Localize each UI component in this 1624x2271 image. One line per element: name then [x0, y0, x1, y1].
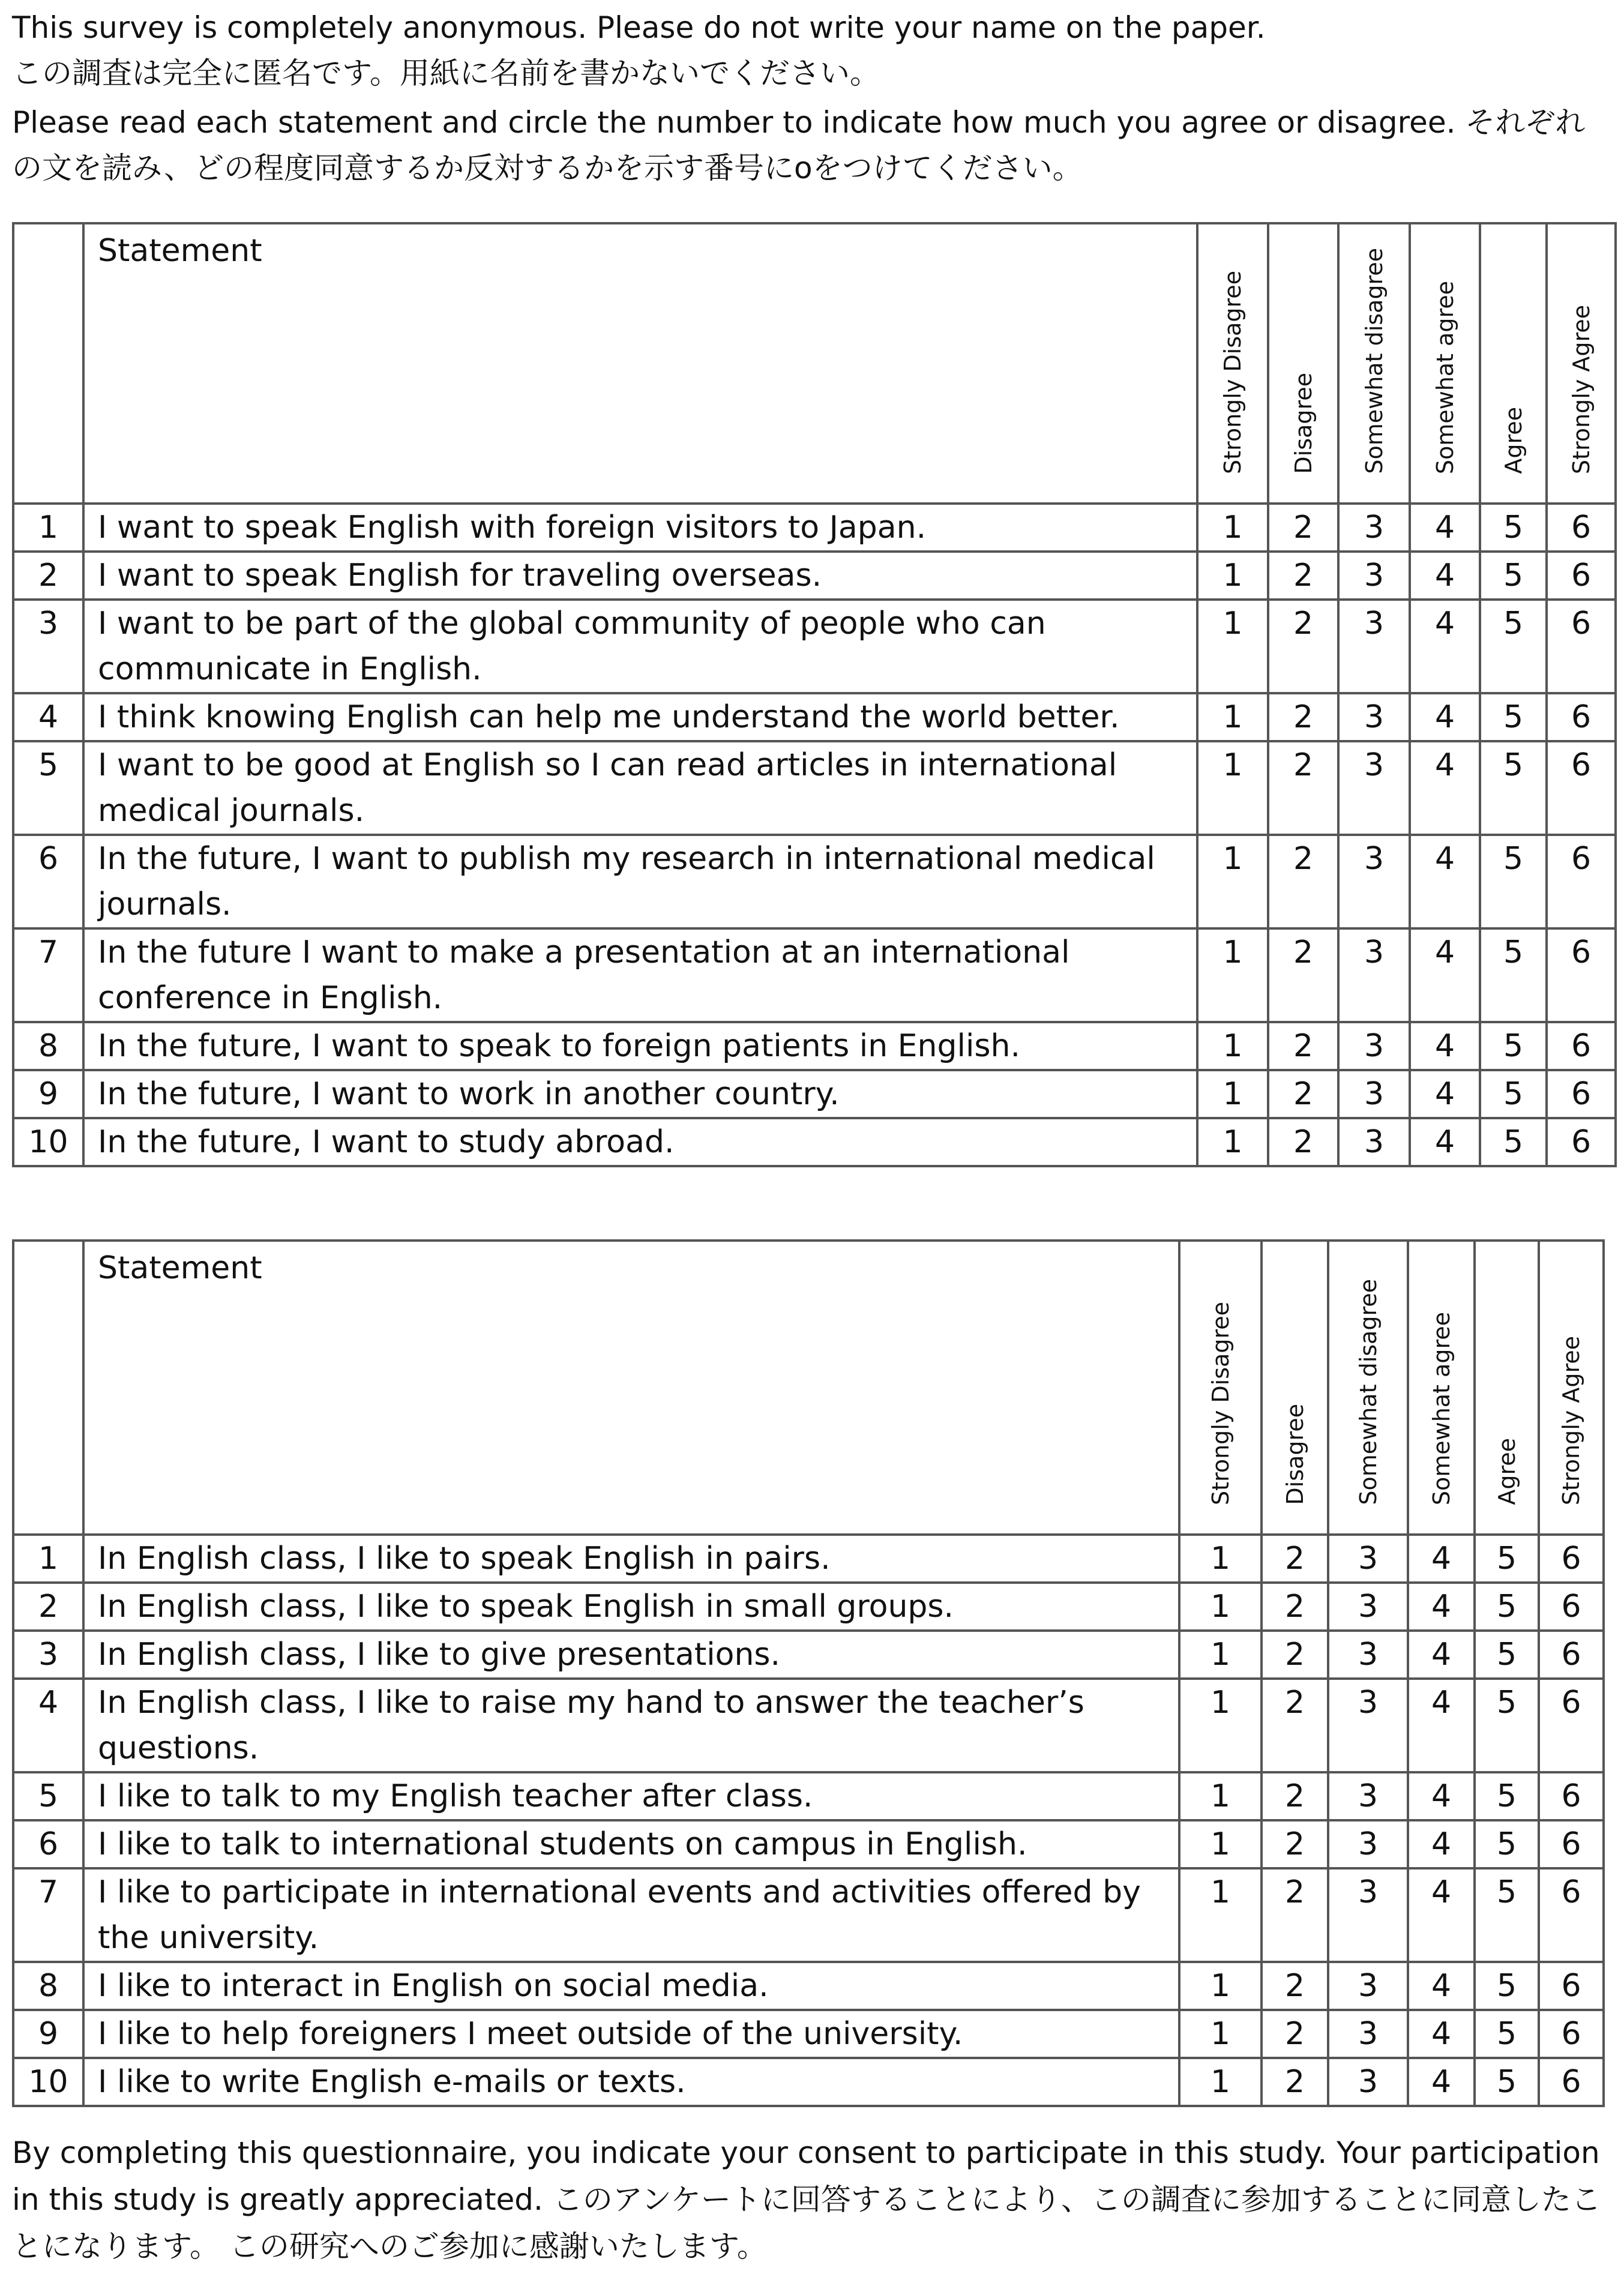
table-row — [13, 600, 1616, 693]
table-row — [13, 1631, 1604, 1679]
rating-option-4[interactable]: 4 — [1410, 1118, 1480, 1166]
statement-text: In the future, I want to speak to foreign patients in English. — [83, 1022, 1197, 1070]
rating-option-5[interactable]: 5 — [1475, 1820, 1539, 1868]
table-row — [13, 552, 1616, 600]
statement-text: In English class, I like to speak English in pairs. — [83, 1535, 1179, 1583]
rating-option-3[interactable]: 3 — [1338, 600, 1410, 693]
table-row — [13, 1583, 1604, 1631]
rating-option-2[interactable]: 2 — [1268, 1070, 1338, 1118]
row-number: 1 — [13, 1535, 83, 1583]
statement-text: I like to talk to international students on campus in English. — [83, 1820, 1179, 1868]
rating-option-3[interactable]: 3 — [1328, 1631, 1408, 1679]
rating-option-2[interactable]: 2 — [1262, 1583, 1328, 1631]
row-number: 2 — [13, 1583, 83, 1631]
rating-option-2[interactable]: 2 — [1262, 1868, 1328, 1962]
rating-option-3[interactable]: 3 — [1338, 1070, 1410, 1118]
rating-option-1[interactable]: 1 — [1179, 2058, 1262, 2106]
statement-text: In English class, I like to raise my hand to answer the teacher’s questions. — [83, 1679, 1179, 1772]
instructions — [12, 100, 1608, 191]
scale-header-agree: Agree — [1475, 1241, 1539, 1535]
intro — [12, 5, 1608, 191]
rating-option-6[interactable]: 6 — [1547, 1070, 1616, 1118]
rating-option-2[interactable]: 2 — [1268, 928, 1338, 1022]
rating-option-3[interactable]: 3 — [1338, 504, 1410, 552]
rating-option-4[interactable]: 4 — [1410, 504, 1480, 552]
table-row — [13, 1118, 1616, 1166]
rating-option-4[interactable]: 4 — [1410, 552, 1480, 600]
rating-option-3[interactable]: 3 — [1328, 1583, 1408, 1631]
survey-table-1 — [12, 222, 1617, 1167]
number-column-header — [13, 1241, 83, 1535]
rating-option-1[interactable]: 1 — [1197, 928, 1268, 1022]
row-number: 8 — [13, 1962, 83, 2010]
rating-option-6[interactable]: 6 — [1539, 1820, 1604, 1868]
rating-option-4[interactable]: 4 — [1408, 1820, 1475, 1868]
rating-option-1[interactable]: 1 — [1179, 1962, 1262, 2010]
thanks-ja: この研究へのご参加に感謝いたします。 — [229, 2229, 767, 2264]
rating-option-2[interactable]: 2 — [1268, 600, 1338, 693]
scale-header-agree: Agree — [1480, 223, 1547, 504]
rating-option-1[interactable]: 1 — [1179, 1535, 1262, 1583]
rating-option-5[interactable]: 5 — [1480, 928, 1547, 1022]
rating-option-6[interactable]: 6 — [1547, 835, 1616, 928]
scale-header-somewhat-disagree: Somewhat disagree — [1328, 1241, 1408, 1535]
rating-option-1[interactable]: 1 — [1197, 1022, 1268, 1070]
rating-option-1[interactable]: 1 — [1197, 504, 1268, 552]
row-number: 6 — [13, 1820, 83, 1868]
rating-option-4[interactable]: 4 — [1410, 1070, 1480, 1118]
table-row — [13, 1535, 1604, 1583]
statement-column-header: Statement — [83, 1241, 1179, 1535]
rating-option-2[interactable]: 2 — [1262, 1772, 1328, 1820]
rating-option-4[interactable]: 4 — [1410, 600, 1480, 693]
rating-option-2[interactable]: 2 — [1262, 1820, 1328, 1868]
rating-option-5[interactable]: 5 — [1480, 741, 1547, 835]
row-number: 6 — [13, 835, 83, 928]
rating-option-5[interactable]: 5 — [1480, 693, 1547, 741]
rating-option-5[interactable]: 5 — [1475, 1962, 1539, 2010]
row-number: 7 — [13, 928, 83, 1022]
rating-option-3[interactable]: 3 — [1328, 2058, 1408, 2106]
rating-option-5[interactable]: 5 — [1480, 1118, 1547, 1166]
rating-option-2[interactable]: 2 — [1268, 693, 1338, 741]
number-column-header — [13, 223, 83, 504]
survey-table-2 — [12, 1239, 1605, 2107]
instructions-en: Please read each statement and circle the number to indicate how much you agree or disagree. — [12, 105, 1456, 140]
rating-option-5[interactable]: 5 — [1480, 1022, 1547, 1070]
rating-option-5[interactable]: 5 — [1475, 1772, 1539, 1820]
table-row — [13, 693, 1616, 741]
rating-option-1[interactable]: 1 — [1197, 693, 1268, 741]
statement-text: In the future, I want to publish my research in international medical journals. — [83, 835, 1197, 928]
table-row — [13, 1772, 1604, 1820]
rating-option-4[interactable]: 4 — [1408, 1583, 1475, 1631]
row-number: 9 — [13, 1070, 83, 1118]
row-number: 2 — [13, 552, 83, 600]
statement-text: In English class, I like to speak English in small groups. — [83, 1583, 1179, 1631]
statement-text: I want to speak English with foreign visitors to Japan. — [83, 504, 1197, 552]
statement-text: In the future, I want to study abroad. — [83, 1118, 1197, 1166]
rating-option-2[interactable]: 2 — [1262, 1679, 1328, 1772]
rating-option-6[interactable]: 6 — [1547, 693, 1616, 741]
row-number: 8 — [13, 1022, 83, 1070]
rating-option-5[interactable]: 5 — [1475, 1535, 1539, 1583]
scale-header-somewhat-disagree: Somewhat disagree — [1338, 223, 1410, 504]
table-row — [13, 928, 1616, 1022]
rating-option-4[interactable]: 4 — [1408, 2010, 1475, 2058]
rating-option-3[interactable]: 3 — [1328, 1820, 1408, 1868]
rating-option-4[interactable]: 4 — [1410, 928, 1480, 1022]
rating-option-3[interactable]: 3 — [1328, 1868, 1408, 1962]
table-row — [13, 1679, 1604, 1772]
row-number: 5 — [13, 741, 83, 835]
rating-option-3[interactable]: 3 — [1328, 1535, 1408, 1583]
rating-option-2[interactable]: 2 — [1268, 504, 1338, 552]
rating-option-2[interactable]: 2 — [1262, 2058, 1328, 2106]
rating-option-2[interactable]: 2 — [1268, 741, 1338, 835]
statement-text: I like to help foreigners I meet outside of the university. — [83, 2010, 1179, 2058]
rating-option-5[interactable]: 5 — [1475, 2058, 1539, 2106]
rating-option-1[interactable]: 1 — [1179, 1820, 1262, 1868]
statement-text: I want to speak English for traveling overseas. — [83, 552, 1197, 600]
row-number: 4 — [13, 1679, 83, 1772]
statement-text: In the future I want to make a presentation at an international conference in English. — [83, 928, 1197, 1022]
table-row — [13, 1868, 1604, 1962]
row-number: 9 — [13, 2010, 83, 2058]
rating-option-4[interactable]: 4 — [1408, 2058, 1475, 2106]
statement-text: I like to interact in English on social media. — [83, 1962, 1179, 2010]
anonymity-note-en: This survey is completely anonymous. Please do not write your name on the paper. — [12, 10, 1266, 45]
rating-option-2[interactable]: 2 — [1268, 1022, 1338, 1070]
scale-header-disagree: Disagree — [1268, 223, 1338, 504]
rating-option-3[interactable]: 3 — [1338, 928, 1410, 1022]
rating-option-6[interactable]: 6 — [1547, 741, 1616, 835]
rating-option-5[interactable]: 5 — [1480, 835, 1547, 928]
rating-option-5[interactable]: 5 — [1480, 504, 1547, 552]
rating-option-3[interactable]: 3 — [1338, 552, 1410, 600]
rating-option-2[interactable]: 2 — [1262, 2010, 1328, 2058]
rating-option-4[interactable]: 4 — [1410, 693, 1480, 741]
rating-option-3[interactable]: 3 — [1328, 1679, 1408, 1772]
rating-option-3[interactable]: 3 — [1328, 1962, 1408, 2010]
table-header-row — [13, 223, 1616, 504]
rating-option-3[interactable]: 3 — [1338, 1022, 1410, 1070]
rating-option-4[interactable]: 4 — [1408, 1868, 1475, 1962]
rating-option-6[interactable]: 6 — [1547, 1022, 1616, 1070]
rating-option-6[interactable]: 6 — [1539, 1772, 1604, 1820]
rating-option-5[interactable]: 5 — [1475, 1868, 1539, 1962]
rating-option-6[interactable]: 6 — [1539, 1583, 1604, 1631]
table-row — [13, 2010, 1604, 2058]
row-number: 7 — [13, 1868, 83, 1962]
rating-option-1[interactable]: 1 — [1197, 1118, 1268, 1166]
rating-option-1[interactable]: 1 — [1197, 835, 1268, 928]
statement-text: I like to talk to my English teacher after class. — [83, 1772, 1179, 1820]
table-row — [13, 1022, 1616, 1070]
table-row — [13, 835, 1616, 928]
statement-text: I think knowing English can help me understand the world better. — [83, 693, 1197, 741]
rating-option-1[interactable]: 1 — [1197, 600, 1268, 693]
rating-option-4[interactable]: 4 — [1410, 835, 1480, 928]
rating-option-6[interactable]: 6 — [1539, 1535, 1604, 1583]
rating-option-5[interactable]: 5 — [1480, 552, 1547, 600]
row-number: 3 — [13, 600, 83, 693]
rating-option-5[interactable]: 5 — [1475, 2010, 1539, 2058]
rating-option-1[interactable]: 1 — [1179, 1631, 1262, 1679]
rating-option-5[interactable]: 5 — [1480, 1070, 1547, 1118]
rating-option-5[interactable]: 5 — [1475, 1631, 1539, 1679]
rating-option-6[interactable]: 6 — [1539, 2058, 1604, 2106]
rating-option-6[interactable]: 6 — [1547, 928, 1616, 1022]
rating-option-2[interactable]: 2 — [1262, 1535, 1328, 1583]
rating-option-4[interactable]: 4 — [1410, 1022, 1480, 1070]
rating-option-1[interactable]: 1 — [1197, 741, 1268, 835]
rating-option-1[interactable]: 1 — [1197, 1070, 1268, 1118]
statement-text: I want to be part of the global community of people who can communicate in English. — [83, 600, 1197, 693]
table-header-row — [13, 1241, 1604, 1535]
rating-option-4[interactable]: 4 — [1408, 1631, 1475, 1679]
table-row — [13, 741, 1616, 835]
scale-header-strongly-disagree: Strongly Disagree — [1197, 223, 1268, 504]
instructions-ja: それぞれの文を読み、どの程度同意するか反対するかを示す番号にoをつけてください。 — [12, 105, 1586, 185]
scale-header-somewhat-agree: Somewhat agree — [1410, 223, 1480, 504]
consent-note — [12, 2129, 1608, 2270]
consent-ja: このアンケートに回答することにより、この調査に参加することに同意したことになります。 — [12, 2182, 1601, 2264]
scale-header-strongly-disagree: Strongly Disagree — [1179, 1241, 1262, 1535]
scale-header-strongly-agree: Strongly Agree — [1547, 223, 1616, 504]
rating-option-1[interactable]: 1 — [1179, 1583, 1262, 1631]
statement-text: I want to be good at English so I can read articles in international medical journals. — [83, 741, 1197, 835]
rating-option-1[interactable]: 1 — [1179, 1772, 1262, 1820]
scale-header-disagree: Disagree — [1262, 1241, 1328, 1535]
table-row — [13, 1962, 1604, 2010]
row-number: 10 — [13, 1118, 83, 1166]
row-number: 5 — [13, 1772, 83, 1820]
table-row — [13, 504, 1616, 552]
rating-option-1[interactable]: 1 — [1197, 552, 1268, 600]
rating-option-5[interactable]: 5 — [1475, 1583, 1539, 1631]
row-number: 3 — [13, 1631, 83, 1679]
rating-option-4[interactable]: 4 — [1408, 1535, 1475, 1583]
rating-option-1[interactable]: 1 — [1179, 2010, 1262, 2058]
table-row — [13, 1820, 1604, 1868]
rating-option-3[interactable]: 3 — [1328, 1772, 1408, 1820]
rating-option-3[interactable]: 3 — [1338, 835, 1410, 928]
rating-option-1[interactable]: 1 — [1179, 1868, 1262, 1962]
rating-option-4[interactable]: 4 — [1408, 1962, 1475, 2010]
table-row — [13, 2058, 1604, 2106]
row-number: 10 — [13, 2058, 83, 2106]
rating-option-2[interactable]: 2 — [1268, 1118, 1338, 1166]
row-number: 1 — [13, 504, 83, 552]
scale-header-somewhat-agree: Somewhat agree — [1408, 1241, 1475, 1535]
rating-option-6[interactable]: 6 — [1539, 1868, 1604, 1962]
row-number: 4 — [13, 693, 83, 741]
rating-option-2[interactable]: 2 — [1268, 552, 1338, 600]
rating-option-6[interactable]: 6 — [1539, 1962, 1604, 2010]
table-row — [13, 1070, 1616, 1118]
rating-option-4[interactable]: 4 — [1408, 1679, 1475, 1772]
consent-en: By completing this questionnaire, you indicate your consent to participate in this study. Your participation in this study is greatly appreciated. — [12, 2135, 1600, 2217]
rating-option-5[interactable]: 5 — [1475, 1679, 1539, 1772]
rating-option-2[interactable]: 2 — [1268, 835, 1338, 928]
rating-option-2[interactable]: 2 — [1262, 1631, 1328, 1679]
rating-option-3[interactable]: 3 — [1338, 1118, 1410, 1166]
rating-option-6[interactable]: 6 — [1547, 1118, 1616, 1166]
rating-option-3[interactable]: 3 — [1338, 693, 1410, 741]
rating-option-4[interactable]: 4 — [1410, 741, 1480, 835]
statement-column-header: Statement — [83, 223, 1197, 504]
rating-option-2[interactable]: 2 — [1262, 1962, 1328, 2010]
rating-option-5[interactable]: 5 — [1480, 600, 1547, 693]
rating-option-1[interactable]: 1 — [1179, 1679, 1262, 1772]
rating-option-4[interactable]: 4 — [1408, 1772, 1475, 1820]
scale-header-strongly-agree: Strongly Agree — [1539, 1241, 1604, 1535]
rating-option-6[interactable]: 6 — [1547, 504, 1616, 552]
rating-option-3[interactable]: 3 — [1338, 741, 1410, 835]
rating-option-6[interactable]: 6 — [1539, 2010, 1604, 2058]
rating-option-6[interactable]: 6 — [1547, 600, 1616, 693]
anonymity-note-ja: この調査は完全に匿名です。用紙に名前を書かないでください。 — [12, 56, 880, 91]
statement-text: I like to participate in international events and activities offered by the university. — [83, 1868, 1179, 1962]
statement-text: In English class, I like to give presentations. — [83, 1631, 1179, 1679]
rating-option-6[interactable]: 6 — [1539, 1679, 1604, 1772]
rating-option-6[interactable]: 6 — [1539, 1631, 1604, 1679]
statement-text: In the future, I want to work in another country. — [83, 1070, 1197, 1118]
rating-option-6[interactable]: 6 — [1547, 552, 1616, 600]
rating-option-3[interactable]: 3 — [1328, 2010, 1408, 2058]
statement-text: I like to write English e-mails or texts. — [83, 2058, 1179, 2106]
